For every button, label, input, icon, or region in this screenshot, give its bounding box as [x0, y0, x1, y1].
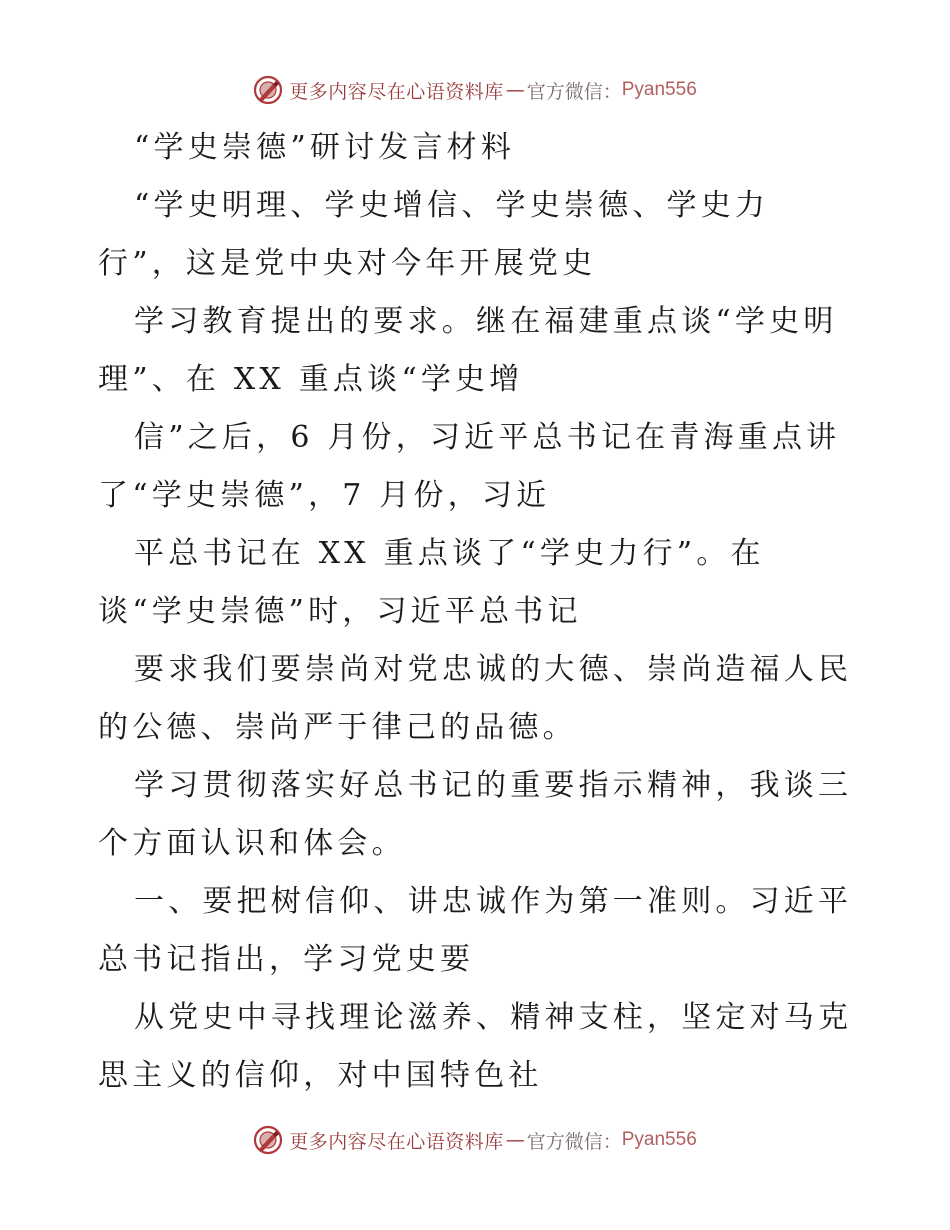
paragraph-line: 学习贯彻落实好总书记的重要指示精神，我谈三 — [134, 768, 853, 803]
section-heading-line: 一、要把树信仰、讲忠诚作为第一准则。习近平 — [134, 884, 853, 919]
paragraph-line: 思主义的信仰，对中国特色社 — [98, 1058, 543, 1093]
watermark-id: Pyan556 — [621, 79, 697, 100]
paragraph-line: “学史明理、学史增信、学史崇德、学史力 — [134, 188, 770, 223]
watermark-text: 更多内容尽在心语资料库 — [289, 1130, 504, 1153]
paragraph-line: 理”、在 XX 重点谈“学史增 — [98, 362, 524, 397]
paragraph-line: 个方面认识和体会。 — [98, 826, 406, 861]
paragraph-line: 了“学史崇德”，7 月份，习近 — [98, 478, 551, 513]
watermark-id: Pyan556 — [621, 1129, 697, 1150]
paragraph-line: 的公德、崇尚严于律己的品德。 — [98, 710, 577, 745]
footer-watermark — [0, 1120, 950, 1160]
pen-seal-icon — [253, 1125, 283, 1155]
paragraph-line: 谈“学史崇德”时，习近平总书记 — [98, 594, 582, 629]
watermark-separator: — — [505, 79, 525, 101]
paragraph-line: 总书记指出，学习党史要 — [98, 942, 475, 977]
watermark-label: 官方微信： — [526, 1130, 622, 1153]
paragraph-line: 学习教育提出的要求。继在福建重点谈“学史明 — [134, 304, 838, 339]
watermark-text: 更多内容尽在心语资料库 — [289, 80, 504, 103]
paragraph-line: 平总书记在 XX 重点谈了“学史力行”。在 — [134, 536, 765, 571]
paragraph-line: 从党史中寻找理论滋养、精神支柱，坚定对马克 — [134, 1000, 853, 1035]
watermark-label: 官方微信： — [526, 80, 622, 103]
paragraph-line: 要求我们要崇尚对党忠诚的大德、崇尚造福人民 — [134, 652, 853, 687]
document-title: “学史崇德”研讨发言材料 — [134, 130, 516, 165]
paragraph-line: 行”，这是党中央对今年开展党史 — [98, 246, 597, 281]
paragraph-line: 信”之后，6 月份，习近平总书记在青海重点讲 — [134, 420, 841, 455]
watermark-separator: — — [505, 1129, 525, 1151]
